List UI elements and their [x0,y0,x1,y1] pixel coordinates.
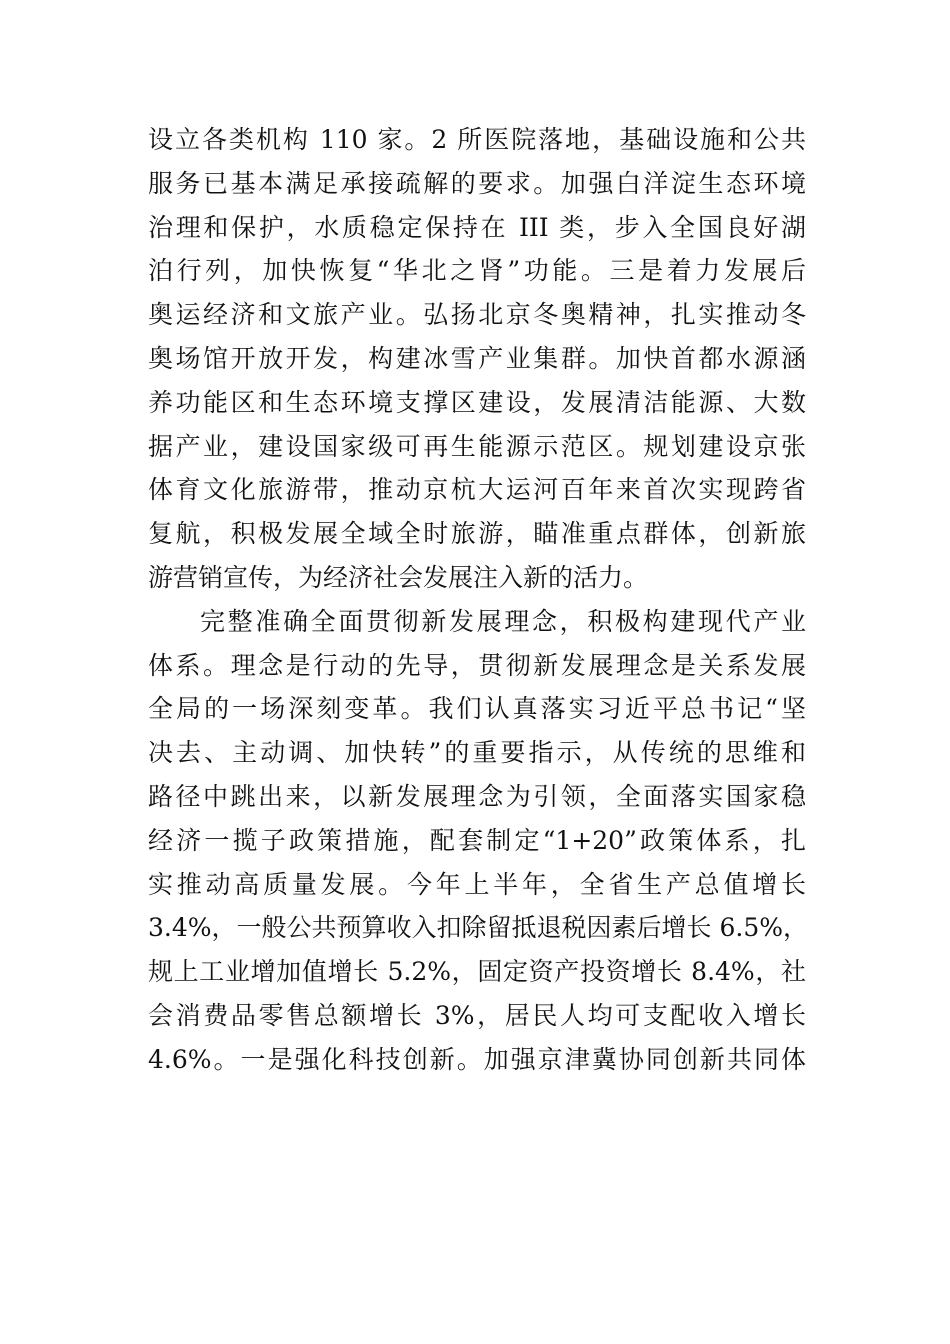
document-body [148,118,806,1082]
text-line: 奥场馆开放开发，构建冰雪产业集群。加快首都水源涵 [148,343,806,373]
text-line: 会消费品零售总额增长 3%，居民人均可支配收入增长 [148,1000,806,1030]
paragraph-1 [148,118,806,600]
text-line: 养功能区和生态环境支撑区建设，发展清洁能源、大数 [148,387,806,417]
text-line: 决去、主动调、加快转”的重要指示，从传统的思维和 [148,738,806,768]
text-line: 4.6%。一是强化科技创新。加强京津冀协同创新共同体 [148,1044,806,1074]
text-line: 规上工业增加值增长 5.2%，固定资产投资增长 8.4%，社 [148,957,806,987]
text-line: 全局的一场深刻变革。我们认真落实习近平总书记“坚 [148,694,806,724]
text-line: 治理和保护，水质稳定保持在 III 类，步入全国良好湖 [148,212,806,242]
text-line: 服务已基本满足承接疏解的要求。加强白洋淀生态环境 [148,168,806,198]
text-line: 经济一揽子政策措施，配套制定“1+20”政策体系，扎 [148,825,806,855]
text-line: 3.4%，一般公共预算收入扣除留抵退税因素后增长 6.5%， [148,913,808,943]
text-line: 泊行列，加快恢复“华北之肾”功能。三是着力发展后 [148,256,806,286]
text-line: 体系。理念是行动的先导，贯彻新发展理念是关系发展 [148,650,806,680]
text-line: 复航，积极发展全域全时旅游，瞄准重点群体，创新旅 [148,519,806,549]
text-line: 实推动高质量发展。今年上半年，全省生产总值增长 [148,869,806,899]
paragraph-2 [148,600,806,1082]
text-line: 体育文化旅游带，推动京杭大运河百年来首次实现跨省 [148,475,806,505]
text-line: 奥运经济和文旅产业。弘扬北京冬奥精神，扎实推动冬 [148,300,806,330]
text-line: 路径中跳出来，以新发展理念为引领，全面落实国家稳 [148,781,806,811]
text-line: 据产业，建设国家级可再生能源示范区。规划建设京张 [148,431,806,461]
text-line: 设立各类机构 110 家。2 所医院落地，基础设施和公共 [148,125,806,154]
text-line: 完整准确全面贯彻新发展理念，积极构建现代产业 [200,606,806,636]
text-line: 游营销宣传，为经济社会发展注入新的活力。 [148,562,649,592]
